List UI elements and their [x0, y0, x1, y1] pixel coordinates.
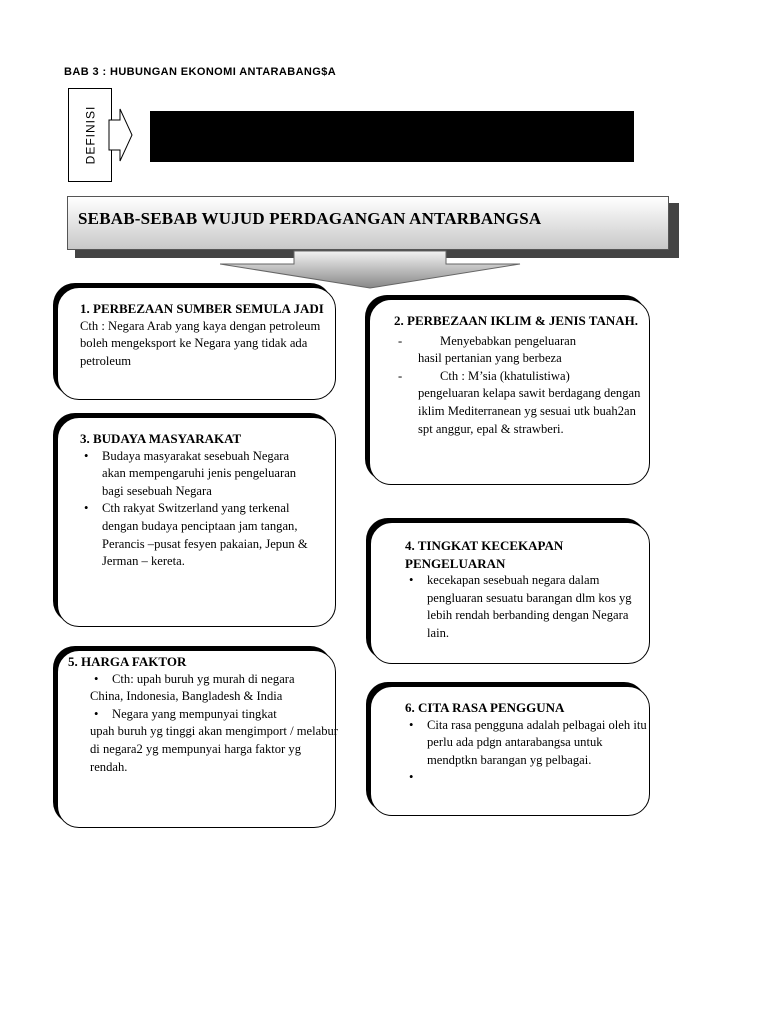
list-item: • Cth rakyat Switzerland yang terkenal dengan budaya penciptaan jam tangan, Perancis –pusat fesyen pakaian, Jepun & Jerman – kereta. — [80, 500, 310, 570]
list-item: • kecekapan sesebuah negara dalam pengluaran sesuatu barangan dlm kos yg lebih rendah berbanding dengan Negara lain. — [405, 572, 651, 642]
card-title: 4. TINGKAT KECEKAPAN PENGELUARAN — [405, 538, 564, 571]
list-item: - Cth : M’sia (khatulistiwa) — [394, 368, 649, 386]
card-sumber-semula-jadi — [57, 287, 336, 400]
card-title: 3. BUDAYA MASYARAKAT — [80, 431, 242, 446]
list-item-continuation: pengeluaran kelapa sawit berdagang dengan iklim Mediterranean yg sesuai utk buah2an spt anggur, epal & strawberi. — [418, 386, 641, 436]
list-item: • Budaya masyarakat sesebuah Negara akan mempengaruhi jenis pengeluaran bagi sesebuah Negara — [80, 448, 310, 501]
card-title: 5. HARGA FAKTOR — [68, 654, 187, 669]
list-item: • Negara yang mempunyai tingkat — [90, 706, 340, 724]
definition-label: DEFINISI — [83, 105, 98, 165]
definition-box — [68, 88, 112, 182]
list-item-continuation: upah buruh yg tinggi akan mengimport / melabur di negara2 yg mempunyai harga faktor yg rendah. — [90, 724, 338, 774]
banner-title: SEBAB-SEBAB WUJUD PERDAGANGAN ANTARBANGSA — [78, 209, 542, 228]
card-title: 2. PERBEZAAN IKLIM & JENIS TANAH. — [394, 313, 639, 328]
list-item: • Cita rasa pengguna adalah pelbagai oleh itu perlu ada pdgn antarabangsa untuk mendptkn barangan yg pelbagai. — [405, 717, 647, 770]
card-iklim-tanah — [369, 299, 650, 485]
card-budaya-masyarakat — [57, 417, 336, 627]
list-item: • Cth: upah buruh yg murah di negara — [90, 671, 340, 689]
card-cita-rasa-pengguna — [370, 686, 650, 816]
list-item-continuation: hasil pertanian yang berbeza — [418, 351, 562, 366]
document-header: BAB 3 : HUBUNGAN EKONOMI ANTARABANG$A — [64, 66, 337, 78]
card-harga-faktor — [57, 650, 336, 828]
card-kecekapan-pengeluaran — [370, 522, 650, 664]
definition-content-redacted — [150, 111, 634, 162]
list-item-continuation: China, Indonesia, Bangladesh & India — [90, 689, 283, 704]
list-item: - Menyebabkan pengeluaran — [394, 333, 649, 351]
arrow-right-icon — [108, 108, 134, 162]
funnel-arrow-icon — [220, 250, 530, 290]
card-body: Cth : Negara Arab yang kaya dengan petroleum boleh mengeksport ke Negara yang tidak ada petroleum — [80, 318, 321, 368]
card-title: 1. PERBEZAAN SUMBER SEMULA JADI — [80, 301, 324, 316]
banner — [67, 196, 669, 250]
card-title: 6. CITA RASA PENGGUNA — [405, 700, 565, 715]
